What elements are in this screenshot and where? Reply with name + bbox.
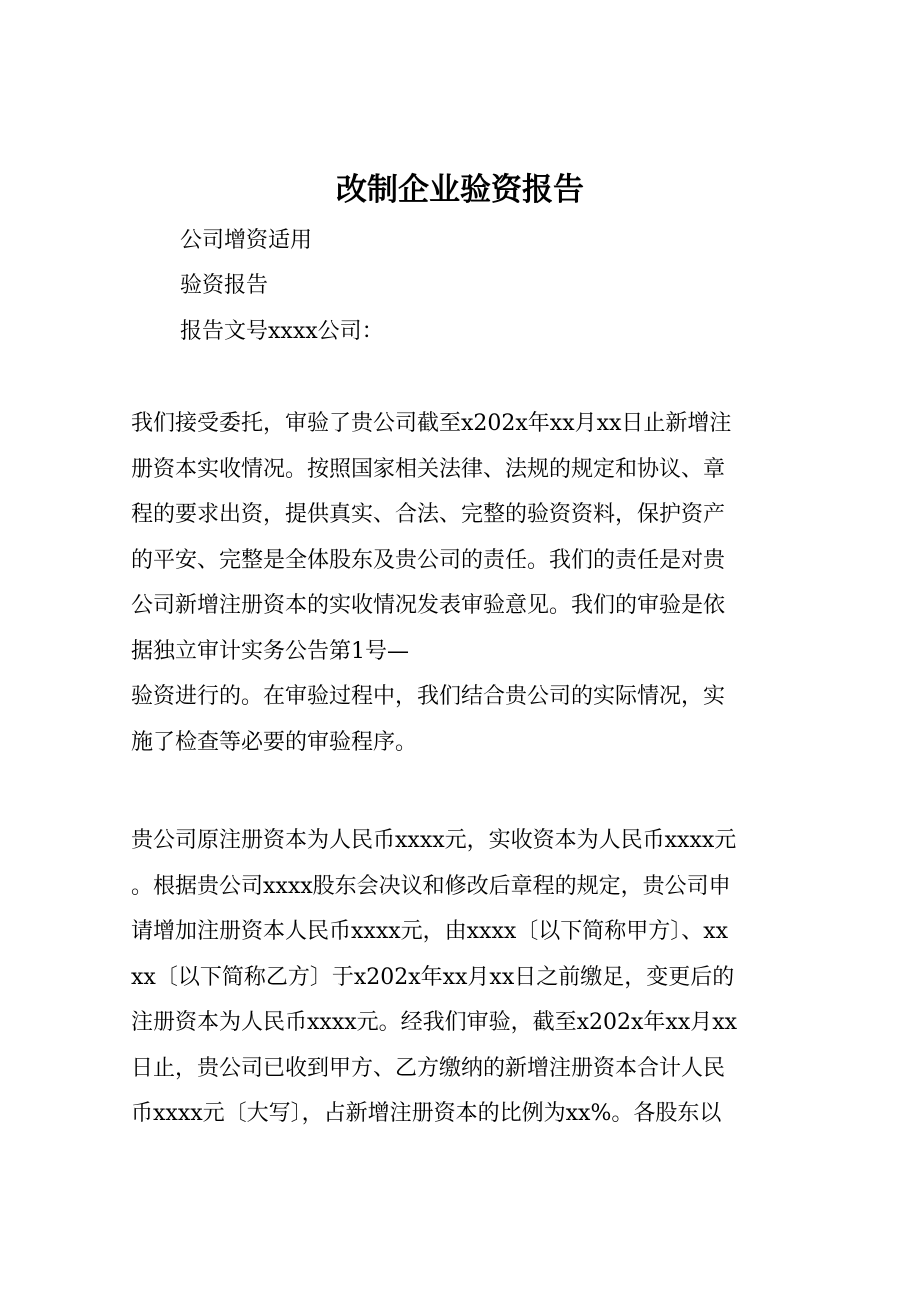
subheading-report-type: 验资报告 xyxy=(180,273,269,298)
subheading-applicability: 公司增资适用 xyxy=(180,228,313,253)
paragraph-line: 验资进行的。在审验过程中，我们结合贵公司的实际情况，实 xyxy=(131,684,726,709)
paragraph-line: 币xxxx元〔大写〕，占新增注册资本的比例为xx%。各股东以 xyxy=(131,1101,722,1126)
paragraph-line: 贵公司原注册资本为人民币xxxx元，实收资本为人民币xxxx元 xyxy=(131,828,737,853)
paragraph-line: 程的要求出资，提供真实、合法、完整的验资资料，保护资产 xyxy=(131,502,726,527)
paragraph-line: 我们接受委托，审验了贵公司截至x202x年xx月xx日止新增注 xyxy=(131,411,732,436)
paragraph-line: 日止，贵公司已收到甲方、乙方缴纳的新增注册资本合计人民 xyxy=(131,1055,726,1081)
paragraph-line: 施了检查等必要的审验程序。 xyxy=(131,729,418,755)
paragraph-line: 注册资本为人民币xxxx元。经我们审验，截至x202x年xx月xx xyxy=(131,1010,738,1035)
paragraph-line: 。根据贵公司xxxx股东会决议和修改后章程的规定，贵公司申 xyxy=(131,873,731,899)
paragraph-line: 公司新增注册资本的实收情况发表审验意见。我们的审验是依 xyxy=(131,593,726,618)
paragraph-engagement xyxy=(131,401,811,765)
paragraph-line: xx〔以下简称乙方〕于x202x年xx月xx日之前缴足，变更后的 xyxy=(131,964,735,990)
paragraph-capital-details xyxy=(131,818,811,1137)
paragraph-line: 据独立审计实务公告第1号— xyxy=(131,638,409,664)
subheading-report-number: 报告文号xxxx公司： xyxy=(180,319,384,344)
document-title: 改制企业验资报告 xyxy=(336,172,584,208)
paragraph-line: 请增加注册资本人民币xxxx元，由xxxx〔以下简称甲方〕、xx xyxy=(131,919,729,944)
paragraph-line: 的平安、完整是全体股东及贵公司的责任。我们的责任是对贵 xyxy=(131,547,726,573)
paragraph-line: 册资本实收情况。按照国家相关法律、法规的规定和协议、章 xyxy=(131,456,726,482)
